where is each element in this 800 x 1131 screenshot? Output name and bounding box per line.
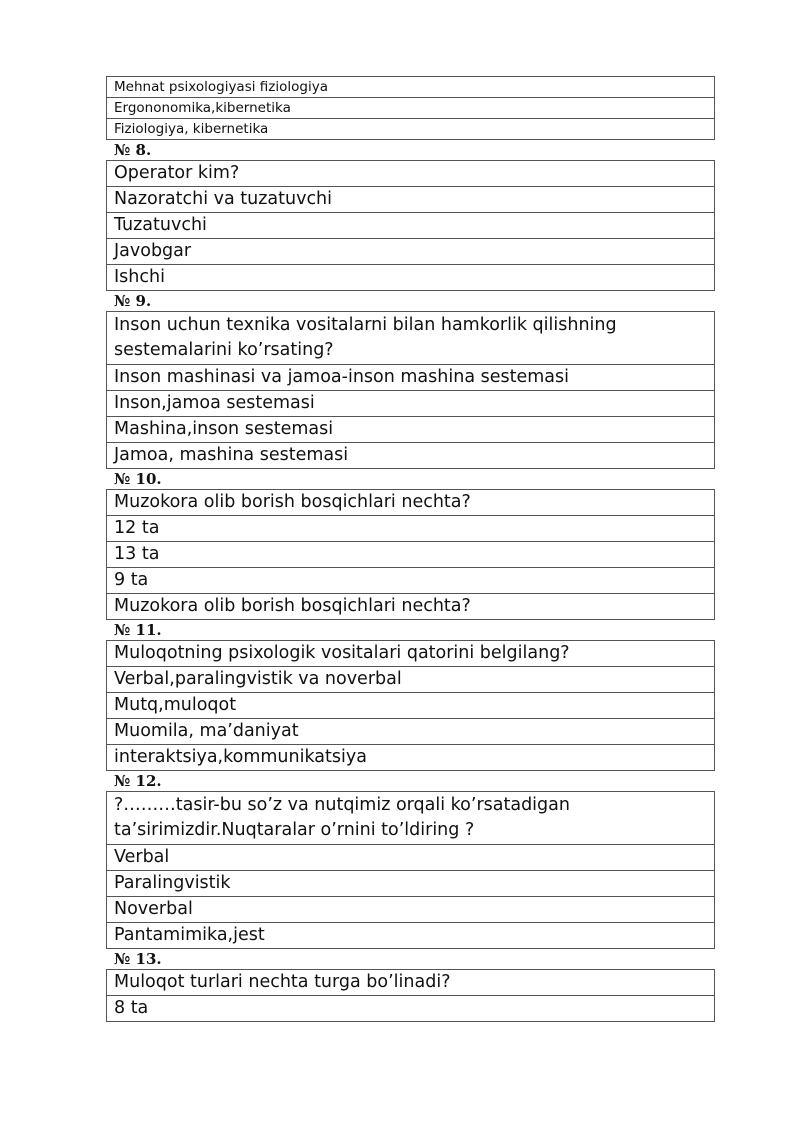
table-row xyxy=(107,923,715,949)
answer-cell: Verbal xyxy=(107,845,715,871)
answer-cell: interaktsiya,kommunikatsiya xyxy=(107,745,715,771)
question-text: Muloqotning psixologik vositalari qatorini belgilang? xyxy=(107,641,715,667)
question-number: № 11. xyxy=(114,621,162,639)
answer-cell: 8 ta xyxy=(107,996,715,1022)
table-row xyxy=(107,365,715,391)
table-row xyxy=(107,641,715,667)
table-row xyxy=(107,745,715,771)
table-row xyxy=(107,119,715,140)
table-row xyxy=(107,312,715,365)
answer-cell: Muzokora olib borish bosqichlari nechta? xyxy=(107,594,715,620)
table-row xyxy=(107,719,715,745)
table-row xyxy=(107,77,715,98)
answer-cell: Fiziologiya, kibernetika xyxy=(107,119,715,140)
answer-cell: Verbal,paralingvistik va noverbal xyxy=(107,667,715,693)
question-number: № 10. xyxy=(114,470,162,488)
table-row xyxy=(107,667,715,693)
question-number: № 13. xyxy=(114,950,162,968)
question-table xyxy=(106,311,715,469)
question-text: Inson uchun texnika vositalarni bilan hamkorlik qilishning sestemalarini ko’rsating? xyxy=(107,312,715,365)
table-row xyxy=(107,161,715,187)
table-row xyxy=(107,516,715,542)
question-table xyxy=(106,791,715,949)
table-row xyxy=(107,845,715,871)
answer-cell: Pantamimika,jest xyxy=(107,923,715,949)
question-text: Muloqot turlari nechta turga bo’linadi? xyxy=(107,970,715,996)
table-row xyxy=(107,542,715,568)
answer-cell: Mehnat psixologiyasi fiziologiya xyxy=(107,77,715,98)
answer-cell: Javobgar xyxy=(107,239,715,265)
table-row xyxy=(107,265,715,291)
answer-cell: Paralingvistik xyxy=(107,871,715,897)
table-row xyxy=(107,98,715,119)
answer-cell: Ishchi xyxy=(107,265,715,291)
table-row xyxy=(107,490,715,516)
table-row xyxy=(107,213,715,239)
table-row xyxy=(107,871,715,897)
table-row xyxy=(107,187,715,213)
table-row xyxy=(107,970,715,996)
table-row xyxy=(107,897,715,923)
table-row xyxy=(107,996,715,1022)
answer-cell: 13 ta xyxy=(107,542,715,568)
question-number: № 12. xyxy=(114,772,162,790)
answer-cell: Jamoa, mashina sestemasi xyxy=(107,443,715,469)
document-page xyxy=(106,76,715,1022)
answer-cell: Mutq,muloqot xyxy=(107,693,715,719)
table-row xyxy=(107,792,715,845)
question-table xyxy=(106,640,715,771)
table-row xyxy=(107,568,715,594)
answer-cell: 12 ta xyxy=(107,516,715,542)
table-row xyxy=(107,239,715,265)
question-table xyxy=(106,969,715,1022)
table-row xyxy=(107,594,715,620)
answer-table-7 xyxy=(106,76,715,140)
question-text: Operator kim? xyxy=(107,161,715,187)
answer-cell: Nazoratchi va tuzatuvchi xyxy=(107,187,715,213)
table-row xyxy=(107,693,715,719)
question-text: ?………tasir-bu so’z va nutqimiz orqali ko’rsatadigan ta’sirimizdir.Nuqtaralar o’rnini to’ldiring ? xyxy=(107,792,715,845)
answer-cell: Noverbal xyxy=(107,897,715,923)
question-text: Muzokora olib borish bosqichlari nechta? xyxy=(107,490,715,516)
question-number: № 9. xyxy=(114,292,152,310)
answer-cell: 9 ta xyxy=(107,568,715,594)
answer-cell: Inson mashinasi va jamoa-inson mashina sestemasi xyxy=(107,365,715,391)
table-row xyxy=(107,443,715,469)
answer-cell: Muomila, ma’daniyat xyxy=(107,719,715,745)
answer-cell: Mashina,inson sestemasi xyxy=(107,417,715,443)
table-row xyxy=(107,391,715,417)
question-table xyxy=(106,160,715,291)
answer-cell: Inson,jamoa sestemasi xyxy=(107,391,715,417)
answer-cell: Ergononomika,kibernetika xyxy=(107,98,715,119)
table-row xyxy=(107,417,715,443)
answer-cell: Tuzatuvchi xyxy=(107,213,715,239)
question-number: № 8. xyxy=(114,141,152,159)
question-table xyxy=(106,489,715,620)
